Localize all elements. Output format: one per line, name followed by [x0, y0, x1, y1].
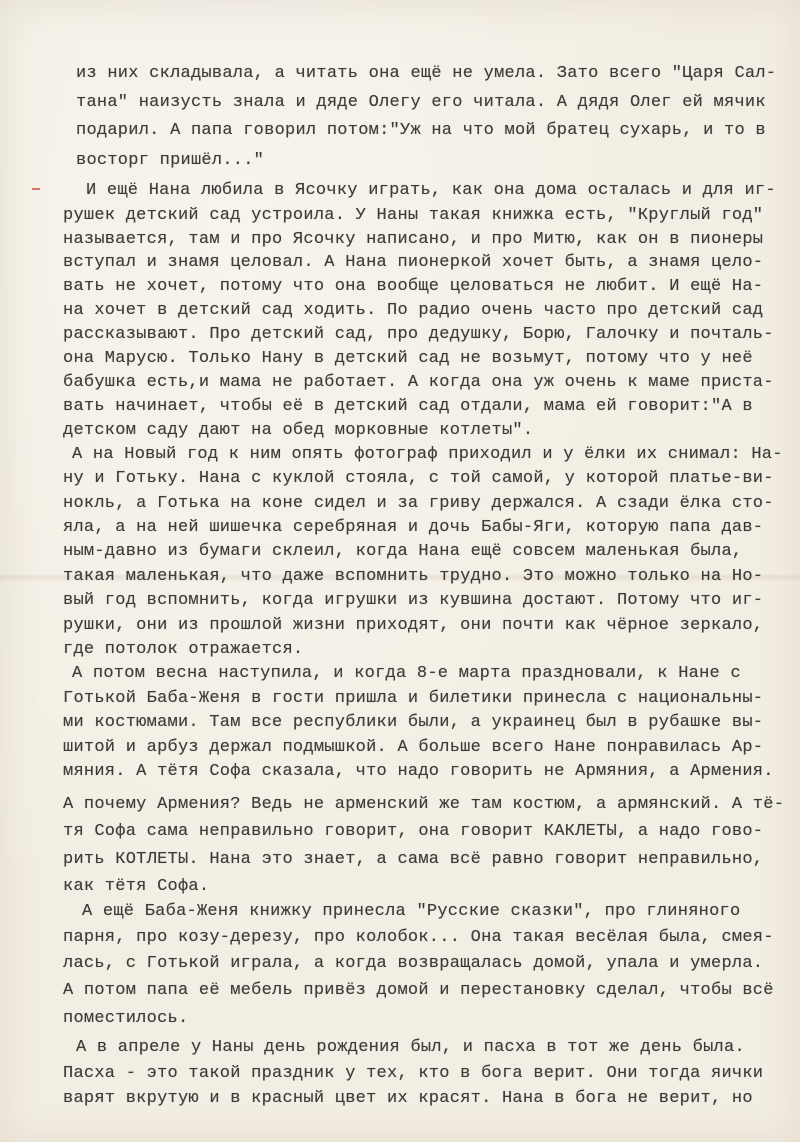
- text-line: А потом папа её мебель привёз домой и перестановку сделал, чтобы всё: [63, 981, 774, 1000]
- text-line: ным-давно из бумаги склеил, когда Нана ещё совсем маленькая была,: [63, 542, 743, 561]
- text-line: вать не хочет, потому что она вообще целоваться не любит. И ещё На-: [63, 277, 764, 296]
- text-line: из них складывала, а читать она ещё не умела. Зато всего "Царя Сал-: [76, 64, 777, 83]
- text-line: А почему Армения? Ведь не арменский же там костюм, а армянский. А тё-: [63, 795, 785, 814]
- text-line: А в апреле у Наны день рождения был, и пасха в тот же день была.: [76, 1038, 745, 1057]
- text-line: тана" наизусть знала и дяде Олегу его читала. А дядя Олег ей мячик: [76, 93, 766, 112]
- text-line: бабушка есть,и мама не работает. А когда она уж очень к маме приста-: [63, 373, 774, 392]
- text-line: рушки, они из прошлой жизни приходят, они почти как чёрное зеркало,: [63, 616, 764, 635]
- text-line: как тётя Софа.: [63, 877, 210, 896]
- text-line: такая маленькая, что даже вспомнить трудно. Это можно только на Но-: [63, 567, 764, 586]
- text-line: шитой и арбуз держал подмышкой. А больше всего Нане понравилась Ар-: [63, 738, 764, 757]
- text-line: нокль, а Готька на коне сидел и за гриву держался. А сзади ёлка сто-: [63, 494, 774, 513]
- text-line: где потолок отражается.: [63, 640, 304, 659]
- text-line: Пасха - это такой праздник у тех, кто в бога верит. Они тогда яички: [63, 1064, 764, 1083]
- text-line: А ещё Баба-Женя книжку принесла "Русские сказки", про глиняного: [82, 902, 741, 921]
- text-line: подарил. А папа говорил потом:"Уж на что мой братец сухарь, и то в: [76, 121, 766, 140]
- text-line: восторг пришёл...": [76, 151, 265, 170]
- text-line: А на Новый год к ним опять фотограф приходил и у ёлки их снимал: На-: [72, 445, 783, 464]
- text-line: парня, про козу-дерезу, про колобок... Она такая весёлая была, смея-: [63, 928, 774, 947]
- text-line: на хочет в детский сад ходить. По радио очень часто про детский сад: [63, 301, 764, 320]
- text-line: тя Софа сама неправильно говорит, она говорит КАКЛЕТЫ, а надо гово-: [63, 822, 764, 841]
- text-line: вый год вспомнить, когда игрушки из кувшина достают. Потому что иг-: [63, 591, 764, 610]
- text-line: И ещё Нана любила в Ясочку играть, как она дома осталась и для иг-: [86, 181, 776, 200]
- text-line: лась, с Готькой играла, а когда возвращалась домой, упала и умерла.: [63, 954, 764, 973]
- text-line: рассказывают. Про детский сад, про дедушку, Борю, Галочку и почталь-: [63, 325, 774, 344]
- text-line: вать начинает, чтобы её в детский сад отдали, мама ей говорит:"А в: [63, 397, 753, 416]
- text-line: мяния. А тётя Софа сказала, что надо говорить не Армяния, а Армения.: [63, 762, 774, 781]
- text-line: яла, а на ней шишечка серебряная и дочь Бабы-Яги, которую папа дав-: [63, 518, 764, 537]
- text-line: называется, там и про Ясочку написано, и про Митю, как он в пионеры: [63, 230, 764, 249]
- text-line: А потом весна наступила, и когда 8-е марта праздновали, к Нане с: [72, 664, 741, 683]
- text-line: Готькой Баба-Женя в гости пришла и билетики принесла с национальны-: [63, 689, 764, 708]
- text-line: варят вкрутую и в красный цвет их красят. Нана в бога не верит, но: [63, 1089, 753, 1108]
- text-line: ми костюмами. Там все республики были, а украинец был в рубашке вы-: [63, 713, 764, 732]
- text-line: вступал и знамя целовал. А Нана пионеркой хочет быть, а знамя цело-: [63, 253, 764, 272]
- text-line: она Марусю. Только Нану в детский сад не возьмут, потому что у неё: [63, 349, 753, 368]
- text-line: рушек детский сад устроила. У Наны такая книжка есть, "Круглый год": [63, 206, 764, 225]
- margin-mark: [32, 188, 40, 190]
- text-line: поместилось.: [63, 1009, 189, 1028]
- text-line: ну и Готьку. Нана с куклой стояла, с той самой, у которой платье-ви-: [63, 469, 774, 488]
- text-line: рить КОТЛЕТЫ. Нана это знает, а сама всё равно говорит неправильно,: [63, 850, 764, 869]
- text-line: детском саду дают на обед морковные котлеты".: [63, 421, 534, 440]
